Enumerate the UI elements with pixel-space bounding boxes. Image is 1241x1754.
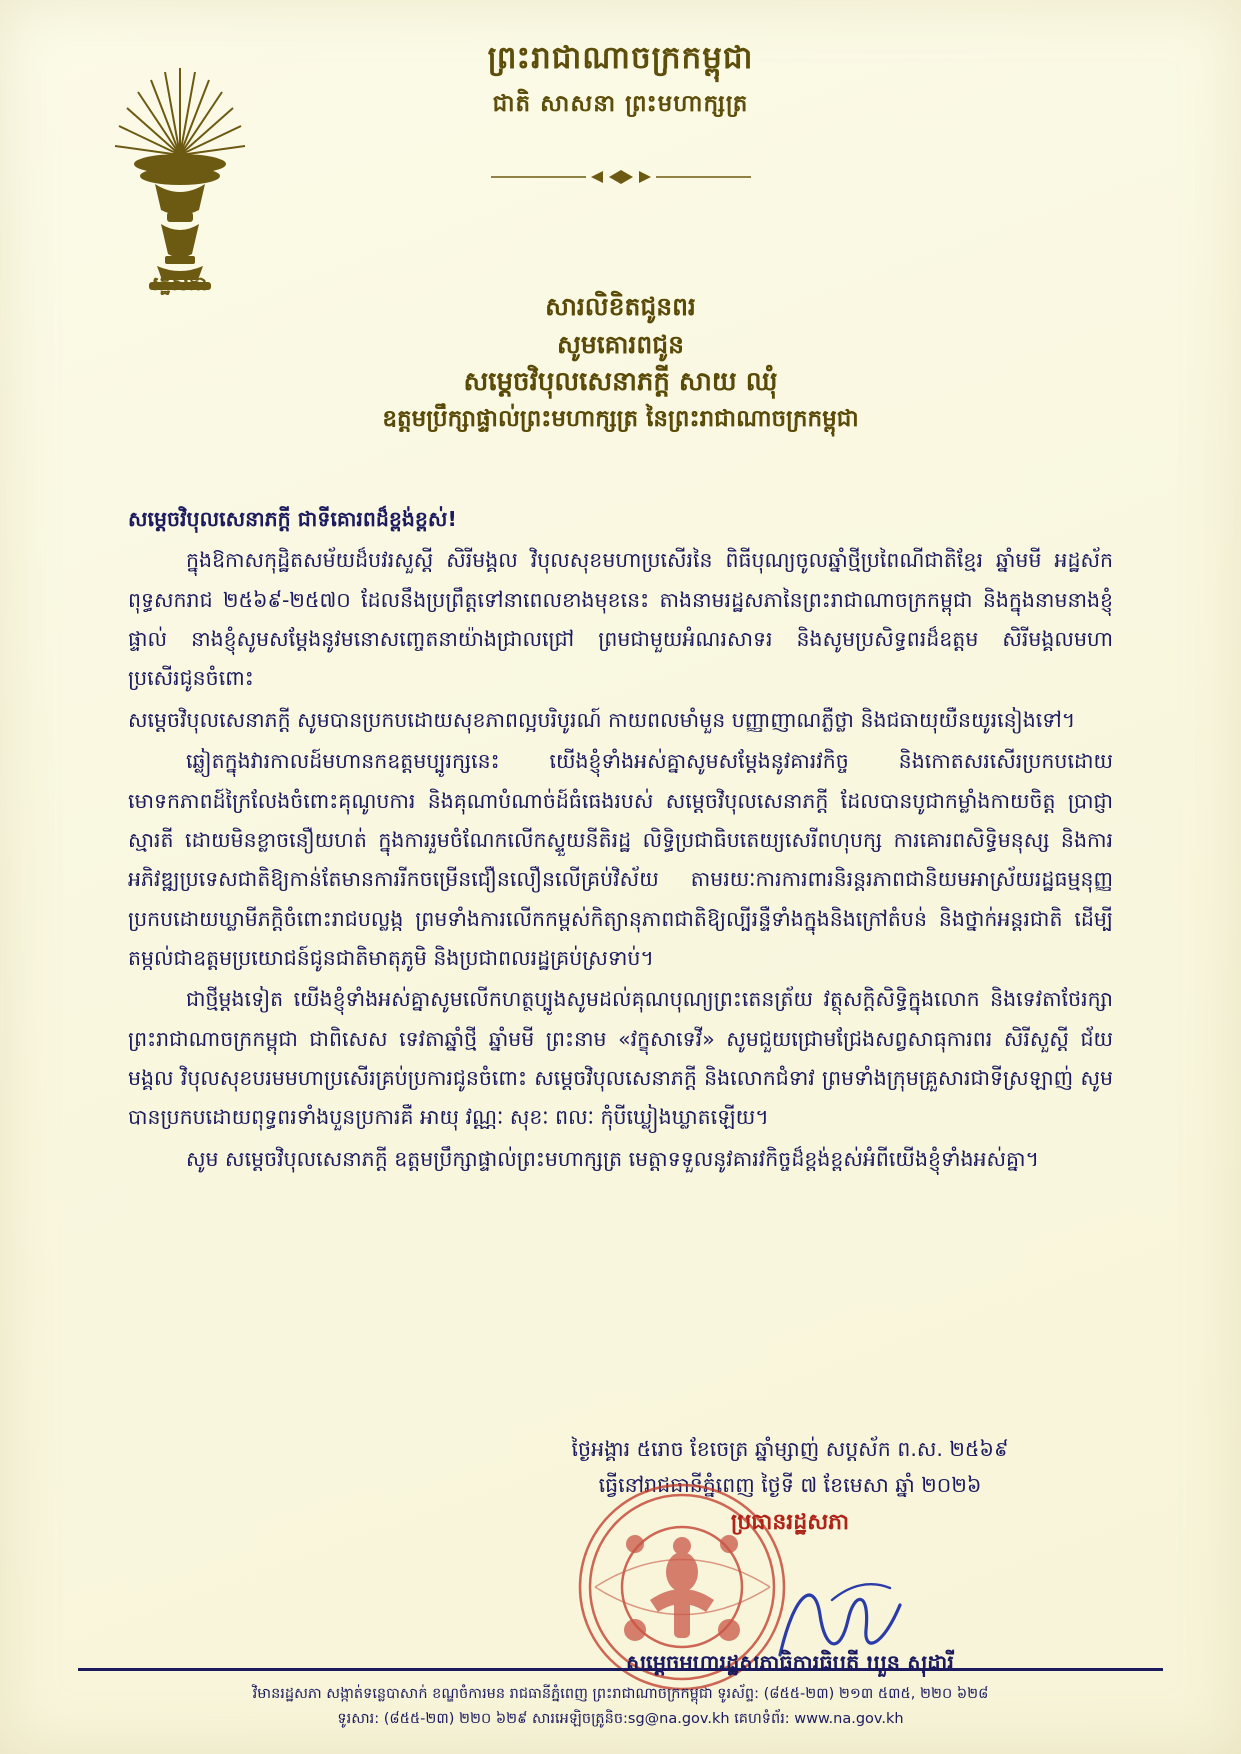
ornament-divider [491, 168, 751, 186]
title-block [0, 288, 1241, 437]
date-block [480, 1432, 1100, 1504]
letter-body [128, 500, 1113, 1181]
signature-title: ប្រធានរដ្ឋសភា [730, 1510, 850, 1535]
body-paragraph-3: ឆ្លៀតក្នុងវារកាលដ៍មហានកឧត្តមប្បូរក្សនេះ យើងខ្ញុំទាំងអស់គ្នាសូមសម្តែងនូវគារវកិច្ច និងកោតសរសើរប្រកបដោយមោទកភាពដ៍ក្រៃលែងចំពោះគុណូបការ និងគុណាបំណាច់ដ៍ធំធេងរបស់ សម្តេចវិបុលសេនាភក្តី ដែលបានបូជាកម្លាំងកាយចិត្ត ប្រាជ្ញាស្មារតី ដោយមិនខ្លាចនឿយហត់ ក្នុងការរួមចំណែកលើកស្ទួយនីតិរដ្ឋ លិទ្ធិប្រជាធិបតេយ្យសេរីពហុបក្ស ការគោរពសិទ្ធិមនុស្ស និងការអភិវឌ្ឍប្រទេសជាតិឱ្យកាន់តែមានការរីកចម្រើនជឿនលឿនលើគ្រប់វិស័យ តាមរយៈការការពារនិរន្តរភាពជានិយមអាស្រ័យរដ្ឋធម្មនុញ្ញ ប្រកបដោយឃ្លាមីភក្តិចំពោះរាជបល្លង្ក ព្រមទាំងការលើកកម្ពស់កិត្យានុភាពជាតិឱ្យល្បីរន្ទឺទាំងក្នុងនិងក្រៅតំបន់ និងថ្នាក់អន្តរជាតិ ដើម្បីតម្កល់ជាឧត្តមប្រយោជន៍ជូនជាតិមាតុភូមិ និងប្រជាពលរដ្ឋគ្រប់ស្រទាប់។ [128, 749, 1113, 970]
title-line-2: សូមគោរពជូន [557, 329, 684, 359]
header-motto-line: ជាតិ សាសនា ព្រះមហាក្សត្រ [492, 90, 749, 117]
header-kingdom-line: ព្រះរាជាណាចក្រកម្ពុជា [487, 40, 754, 76]
body-paragraph-1: ក្នុងឱកាសកុដ្ឋិតសម័យដ៏បវរសួស្តី សិរីមង្គល វិបុលសុខមហាប្រសើរនៃ ពិធីបុណ្យចូលឆ្នាំថ្មីប្រពៃណីជាតិខ្មែរ ឆ្នាំមមី អដ្ឋស័ក ពុទ្ធសករាជ ២៥៦៩-២៥៧០ ដែលនឹងប្រព្រឹត្តទៅនាពេលខាងមុខនេះ តាងនាមរដ្ឋសភានៃព្រះរាជាណាចក្រកម្ពុជា និងក្នុងនាមនាងខ្ញុំផ្ទាល់ នាងខ្ញុំសូមសម្តែងនូវមនោសញ្ចេតនាយ៉ាងជ្រាលជ្រៅ ព្រមជាមួយអំណរសាទរ និងសូមប្រសិទ្ធពរដ៏ឧត្តម សិរីមង្គលមហាប្រសើរជូនចំពោះ [128, 548, 1113, 691]
title-recipient-name: សម្តេចវិបុលសេនាភក្តី សាយ ឈុំ [463, 367, 778, 397]
footer-address-line: វិមានរដ្ឋសភា សង្កាត់ទន្លេបាសាក់ ខណ្ឌចំការមន រាជធានីភ្នំពេញ ព្រះរាជាណាចក្រកម្ពុជា ទូរស័ព្ទ: (៨៥៥-២៣) ២១៣ ៥៣៥, ២២០ ៦២៨ [252, 1686, 989, 1702]
title-line-1: សារលិខិតជូនពរ [545, 292, 696, 321]
footer-divider [78, 1668, 1163, 1671]
salutation: សម្តេចវិបុលសេនាភក្តី ជាទីគោរពដ៏ខ្ពង់ខ្ពស់! [128, 507, 457, 531]
body-paragraph-5: សូម សម្តេចវិបុលសេនាភក្តី ឧត្តមប្រឹក្សាផ្ទាល់ព្រះមហាក្សត្រ មេត្តាទទួលនូវគារវកិច្ចដ៏ខ្ពង់ខ្ពស់អំពីយើងខ្ញុំទាំងអស់គ្នា។ [186, 1146, 1040, 1171]
document-header [0, 38, 1241, 123]
signatory-name: សម្តេចមហារដ្ឋសភាធិការធិបតី ឃួន សុដារី [626, 1651, 954, 1675]
body-paragraph-4: ជាថ្មីម្តងទៀត យើងខ្ញុំទាំងអស់គ្នាសូមលើកហត្ថប្បូងសូមដល់គុណបុណ្យព្រះតេនត្រ័យ វត្ថុសក្តិសិទ្ធិក្នុងលោក និងទេវតាថែរក្សាព្រះរាជាណាចក្រកម្ពុជា ជាពិសេស ទេវតាឆ្នាំថ្មី ឆ្នាំមមី ព្រះនាម «វក្ខុសាទេវី» សូមជួយជ្រោមជ្រែងសព្វសាធុការពរ សិរីសួស្តី ជ័យមង្គល វិបុលសុខបរមមហាប្រសើរគ្រប់ប្រការជូនចំពោះ សម្តេចវិបុលសេនាភក្តី និងលោកជំទាវ ព្រមទាំងក្រុមគ្រួសារជាទីស្រឡាញ់ សូមបានប្រកបដោយពុទ្ធពរទាំងបួនប្រការគឺ អាយុ វណ្ណៈ សុខៈ ពលៈ កុំបីឃ្លៀងឃ្លាតឡើយ។ [128, 987, 1113, 1130]
date-gregorian: ធ្វើនៅរាជធានីភ្នំពេញ ថ្ងៃទី ៧ ខែមេសា ឆ្នាំ ២០២៦ [598, 1472, 982, 1497]
footer-contact [78, 1682, 1163, 1731]
emblem-caption: រដ្ឋសភា [152, 273, 208, 295]
footer-contact-line: ទូរសារ: (៨៥៥-២៣) ២២០ ៦២៩ សារអេឡិចត្រូនិច:sg@na.gov.kh គេហទំព័រ: www.na.gov.kh [337, 1710, 904, 1727]
date-lunar: ថ្ងៃអង្គារ ៥រោច ខែចេត្រ ឆ្នាំម្សាញ់ សប្តស័ក ព.ស. ២៥៦៩ [571, 1437, 1009, 1461]
title-recipient-position: ឧត្តមប្រឹក្សាផ្ទាល់ព្រះមហាក្សត្រ នៃព្រះរាជាណាចក្រកម្ពុជា [382, 406, 859, 432]
body-paragraph-2: សម្តេចវិបុលសេនាភក្តី សូមបានប្រកបដោយសុខភាពល្អបរិបូរណ៍ កាយពលមាំមួន បញ្ញាញាណភ្លឺថ្លា និងជធាយុយឺនយូរនៀងទៅ។ [128, 707, 1076, 732]
